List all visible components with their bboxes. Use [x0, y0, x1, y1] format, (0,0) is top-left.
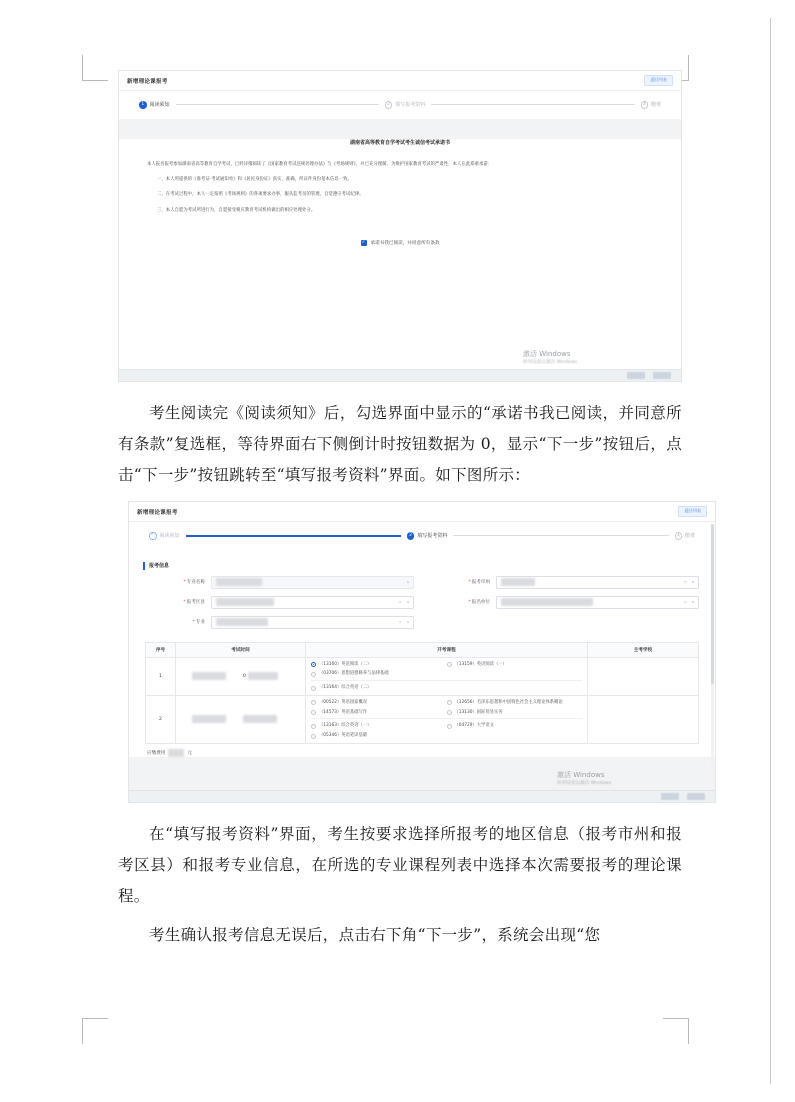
fee-label: 应缴费用	[147, 751, 166, 757]
redacted-value	[216, 618, 268, 626]
crop-mark-bottom-left	[82, 1018, 108, 1044]
agree-checkbox-row[interactable]	[119, 240, 681, 246]
step-3-badge: 3	[641, 101, 649, 109]
exam-time-cell	[176, 696, 306, 743]
page-rule	[770, 18, 771, 1084]
major-name-select[interactable]	[211, 576, 414, 589]
chevron-down-icon: ▾	[406, 599, 409, 605]
course-option-label: （13130）国际贸易实务	[454, 709, 503, 715]
app-header	[129, 502, 715, 522]
scrollbar-track[interactable]	[711, 524, 714, 772]
course-option[interactable]	[311, 671, 447, 677]
exam-city-select[interactable]	[496, 576, 699, 589]
step-read-notice[interactable]	[139, 101, 170, 109]
watermark-line-2: 转到设置以激活 Windows	[523, 360, 578, 365]
required-marker: *	[468, 580, 471, 585]
field-exam-district	[139, 596, 414, 609]
course-option[interactable]	[311, 662, 447, 668]
radio-icon[interactable]	[311, 686, 316, 691]
scrollbar-thumb[interactable]	[711, 524, 714, 684]
required-marker: *	[192, 620, 195, 625]
exam-date	[181, 672, 237, 680]
form-column-right	[414, 576, 699, 636]
step-3-badge: 3	[675, 532, 683, 540]
commitment-paragraph: 二、在考试过程中，本人一定按照《考场规则》的各项要求办事，服从监考员的管理，自觉遵守考试纪律。	[157, 192, 364, 198]
back-to-list-button[interactable]: 返回列表	[644, 75, 673, 85]
screenshot-read-notice	[118, 70, 682, 382]
field-label: *专业	[192, 620, 205, 625]
radio-icon[interactable]	[447, 700, 452, 705]
step-3-label: 缴费	[685, 533, 696, 540]
watermark-line-2: 转到设置以激活 Windows	[557, 781, 612, 786]
fee-unit: 元	[187, 751, 192, 757]
radio-icon[interactable]	[311, 672, 316, 677]
redacted-value	[501, 578, 535, 586]
exam-time-cell	[176, 658, 306, 695]
table-header-row	[146, 643, 698, 658]
field-registration-unit	[424, 596, 699, 609]
radio-selected-icon[interactable]	[311, 662, 316, 667]
redacted-value	[216, 598, 274, 606]
step-indicator	[119, 91, 681, 119]
step-fill-form[interactable]	[385, 101, 426, 109]
course-option[interactable]	[447, 662, 583, 668]
course-option-group-sub	[311, 680, 582, 691]
field-label: *专业名称	[183, 580, 205, 585]
form-column-left	[129, 576, 414, 636]
course-option-label: （00522）英语国家概况	[319, 699, 368, 705]
redacted-value	[216, 578, 262, 586]
commitment-title: 湖南省高等教育自学考试考生诚信考试承诺书	[349, 139, 450, 146]
step-1-badge: 1	[139, 101, 147, 109]
radio-icon[interactable]	[311, 734, 316, 739]
crop-mark-top-left	[82, 55, 108, 81]
field-exam-city	[424, 576, 699, 589]
course-option[interactable]	[447, 723, 583, 729]
back-to-list-button[interactable]: 返回列表	[678, 506, 707, 516]
course-option-label: （13164）综合英语（二）	[319, 685, 372, 691]
redacted-fee-value	[168, 749, 184, 757]
required-marker: *	[183, 580, 186, 585]
course-option-group-main	[311, 700, 582, 716]
row-number: 2	[146, 696, 176, 743]
school-cell	[588, 696, 698, 743]
course-option-group-sub	[311, 718, 582, 739]
commitment-paragraph: 三、本人自愿为考试所进行为，自愿接受相应教育考试机构做出的相应处理处分。	[157, 207, 316, 213]
course-table	[145, 642, 699, 745]
exam-district-select[interactable]	[211, 596, 414, 609]
taskbar-button[interactable]	[627, 372, 645, 379]
taskbar-button[interactable]	[661, 793, 679, 800]
field-label: *报考区县	[183, 600, 205, 605]
radio-icon[interactable]	[311, 700, 316, 705]
course-option[interactable]	[311, 723, 447, 729]
step-3-label: 缴费	[651, 102, 662, 109]
step-payment[interactable]	[675, 532, 696, 540]
required-marker: *	[468, 600, 471, 605]
field-major-name	[139, 576, 414, 589]
checkbox-checked-icon[interactable]: ✓	[361, 240, 366, 245]
clear-icon[interactable]: ✕	[683, 599, 687, 605]
step-2-badge: 2	[385, 101, 393, 109]
step-2-label: 填写报考资料	[395, 102, 426, 109]
step-1-label: 阅读须知	[149, 102, 170, 109]
agree-label: 承诺书我已阅读，并同意所有条款	[370, 241, 440, 247]
column-header-no: 序号	[146, 643, 176, 657]
field-major	[139, 616, 414, 629]
course-option[interactable]	[311, 700, 447, 706]
radio-icon[interactable]	[447, 662, 452, 667]
commitment-paragraph: 本人报名报考参加湖南省高等教育自学考试，已经详细阅读了《国家教育考试违规处理办法》与《考场规则》，并已充分理解，为维护国家教育考试的严肃性，本人在此郑重承诺：	[147, 161, 493, 167]
course-option[interactable]	[311, 733, 447, 739]
step-read-notice[interactable]	[149, 532, 180, 540]
screenshot-fill-form	[128, 501, 716, 803]
taskbar-button[interactable]	[687, 793, 705, 800]
course-option-label: （05346）英语笔译基础	[319, 733, 368, 739]
course-option-group-main	[311, 662, 582, 678]
commitment-paragraph: 一、本人所提供的《准考证·考试通知单》和《居民身份证》真实、准确，所证件身份基本信息一致。	[157, 176, 352, 182]
watermark-line-1: 激活 Windows	[557, 771, 605, 779]
chevron-down-icon: ▾	[406, 619, 409, 625]
section-title: 报考信息	[129, 558, 715, 576]
app-title: 新增理论课报考	[137, 509, 178, 516]
paragraph-2: 在“填写报考资料”界面，考生按要求选择所报考的地区信息（报考市州和报考区县）和报考专业信息，在所选的专业课程列表中选择本次需要报考的理论课程。	[118, 825, 682, 905]
redacted-value	[501, 598, 593, 606]
redacted-date	[192, 715, 226, 723]
column-header-school: 主考学校	[588, 643, 698, 657]
step-1-check-icon: ✓	[149, 532, 157, 540]
required-marker: *	[183, 600, 186, 605]
radio-icon[interactable]	[311, 710, 316, 715]
course-option[interactable]	[447, 710, 583, 716]
fee-row	[129, 744, 715, 757]
course-option-label: （14573）英语基础写作	[319, 709, 368, 715]
column-header-exam-time: 考试时间	[176, 643, 306, 657]
taskbar-button[interactable]	[653, 372, 671, 379]
course-option-label: （04729）大学语文	[454, 723, 494, 729]
form-grid	[129, 576, 715, 642]
step-connector-2	[431, 104, 634, 105]
exam-date	[181, 715, 237, 723]
course-option-label: （13160）英语阅读（二）	[319, 661, 372, 667]
notice-panel	[119, 139, 681, 383]
course-option-label: （13159）英语阅读（一）	[454, 661, 507, 667]
step-connector-2	[453, 535, 668, 536]
step-indicator	[129, 522, 715, 550]
step-connector-1	[186, 535, 401, 537]
step-payment[interactable]	[641, 101, 662, 109]
crop-mark-bottom-right	[663, 1018, 689, 1044]
windows-activation-watermark	[523, 349, 673, 365]
course-option-label: （13163）综合英语（一）	[319, 723, 372, 729]
taskbar	[119, 369, 681, 381]
course-options-cell	[306, 658, 588, 695]
registration-form	[129, 550, 715, 758]
step-2-badge: 2	[407, 532, 415, 540]
chevron-down-icon: ▾	[691, 579, 694, 585]
table-row	[146, 658, 698, 696]
course-option-label: （03706）思想道德修养与法律基础	[319, 671, 389, 677]
exam-session	[237, 715, 300, 723]
course-option[interactable]	[447, 700, 583, 706]
course-options-cell	[306, 696, 588, 743]
step-2-label: 填写报考资料	[417, 533, 448, 540]
clear-icon[interactable]: ✕	[398, 599, 402, 605]
taskbar	[129, 790, 715, 802]
redacted-session	[248, 672, 278, 680]
step-fill-form[interactable]	[407, 532, 448, 540]
field-label: *报考市州	[468, 580, 490, 585]
radio-icon[interactable]	[311, 724, 316, 729]
table-row	[146, 696, 698, 744]
field-label: *报名单位	[468, 600, 490, 605]
step-connector-1	[176, 104, 379, 105]
app-title: 新增理论课报考	[127, 78, 168, 85]
commitment-body	[119, 146, 681, 215]
paragraph-3: 考生确认报考信息无误后，点击右下角“下一步”，系统会出现“您	[149, 926, 601, 944]
major-select[interactable]	[211, 616, 414, 629]
radio-icon[interactable]	[447, 724, 452, 729]
course-option[interactable]	[311, 685, 447, 691]
row-number: 1	[146, 658, 176, 695]
school-cell	[588, 658, 698, 695]
radio-icon[interactable]	[447, 710, 452, 715]
column-header-courses: 开考课程	[306, 643, 588, 657]
clear-icon[interactable]: ✕	[683, 579, 687, 585]
course-option[interactable]	[311, 710, 447, 716]
redacted-session	[243, 715, 277, 723]
registration-unit-select[interactable]	[496, 596, 699, 609]
clear-icon[interactable]: ✕	[398, 619, 402, 625]
windows-activation-watermark	[557, 770, 707, 786]
exam-session-text: 0	[243, 673, 246, 679]
course-option-label: （12656）毛泽东思想和中国特色社会主义理论体系概论	[454, 699, 563, 705]
step-1-label: 阅读须知	[159, 533, 180, 540]
paragraph-1: 考生阅读完《阅读须知》后，勾选界面中显示的“承诺书我已阅读，并同意所有条款”复选框，等待界面右下侧倒计时按钮数据为 0，显示“下一步”按钮后，点击“下一步”按钮跳转至“填写报考资料”界面。如下图所示：	[118, 404, 682, 484]
watermark-line-1: 激活 Windows	[523, 350, 571, 358]
app-header	[119, 71, 681, 91]
chevron-down-icon: ▾	[691, 599, 694, 605]
exam-session	[237, 672, 300, 680]
document-body	[118, 70, 701, 951]
chevron-down-icon: ▾	[406, 579, 409, 585]
redacted-date	[192, 672, 226, 680]
